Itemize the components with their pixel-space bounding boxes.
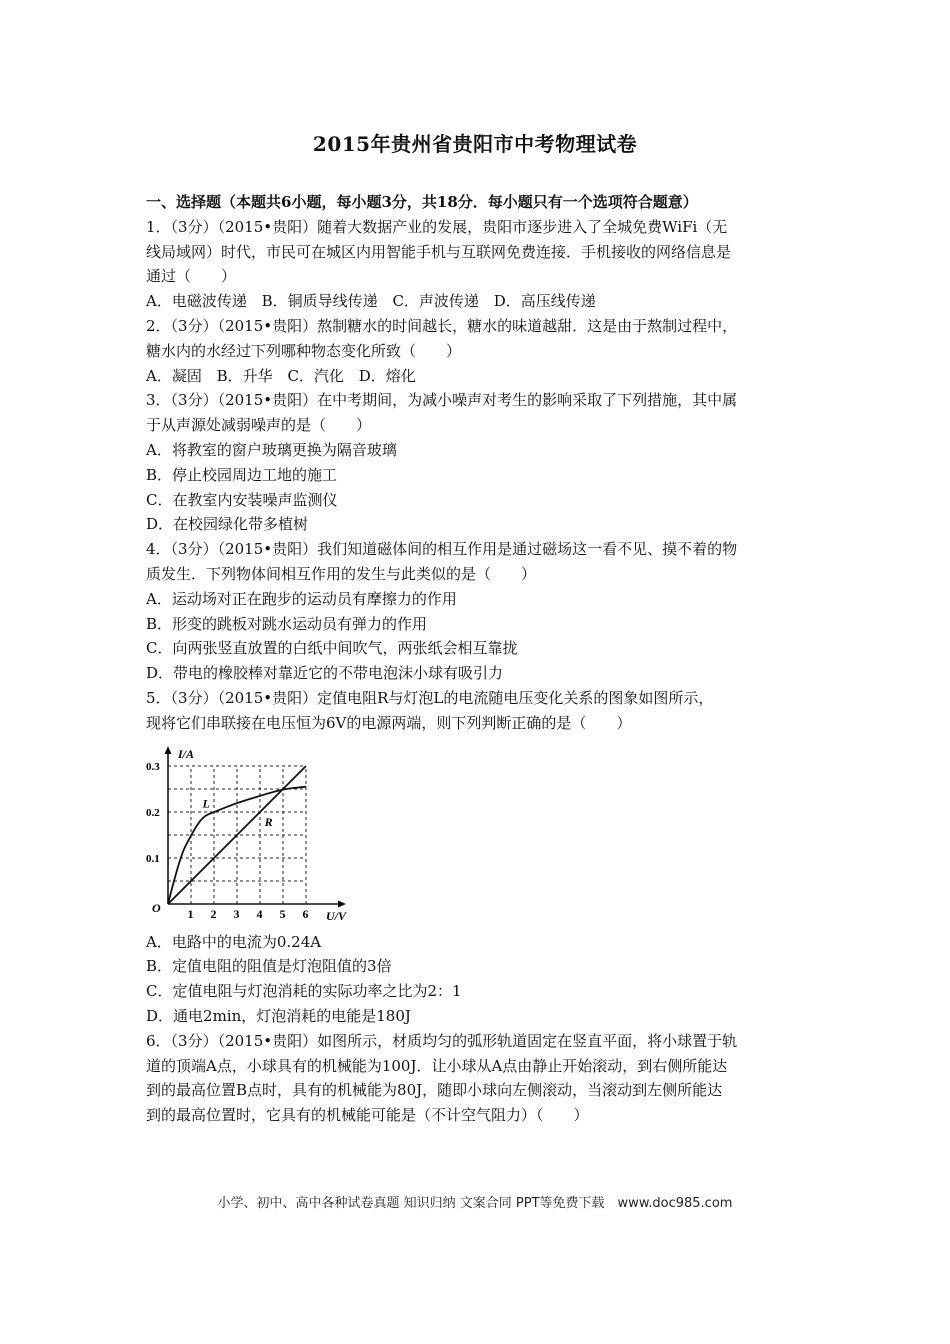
option-d: D．熔化: [358, 366, 416, 385]
option-d: D．通电2min，灯泡消耗的电能是180J: [146, 1006, 411, 1025]
question-text: 道的顶端A点，小球具有的机械能为100J．让小球从A点由静止开始滚动，到右侧所能达: [146, 1056, 728, 1075]
y-axis-arrow: [165, 746, 172, 754]
question-5: [146, 686, 816, 1029]
option-c: C．声波传递: [392, 292, 479, 311]
y-tick-label: 0.3: [146, 760, 160, 773]
x-tick-label: 5: [279, 906, 286, 921]
option-b: B．升华: [216, 366, 273, 385]
option-c: C．在教室内安装噪声监测仪: [146, 490, 338, 509]
x-tick-label: 6: [302, 906, 309, 921]
question-text: 糖水内的水经过下列哪种物态变化所致（ ）: [146, 341, 462, 360]
y-axis-label: I/A: [178, 746, 195, 761]
option-c: C．定值电阻与灯泡消耗的实际功率之比为2：1: [146, 982, 462, 1001]
question-3: [146, 388, 816, 537]
question-2: [146, 314, 816, 388]
question-text: 3．（3分）（2015•贵阳）在中考期间，为减小噪声对考生的影响采取了下列措施，其中属: [146, 391, 738, 410]
series-l-line: [168, 786, 306, 903]
question-text: 质发生．下列物体间相互作用的发生与此类似的是（ ）: [146, 564, 537, 583]
y-tick-label: 0.2: [146, 806, 160, 819]
option-b: B．定值电阻的阻值是灯泡阻值的3倍: [146, 957, 392, 976]
option-d: D．在校园绿化带多植树: [146, 515, 309, 534]
question-text: 现将它们串联接在电压恒为6V的电源两端，则下列判断正确的是（ ）: [146, 713, 632, 732]
exam-content: [146, 190, 816, 1128]
option-a: A．凝固: [146, 366, 202, 385]
option-c: C．汽化: [287, 366, 344, 385]
question-text: 1．（3分）（2015•贵阳）随着大数据产业的发展，贵阳市逐步进入了全城免费WiFi（无: [146, 217, 728, 236]
question-text: 通过（ ）: [146, 267, 237, 286]
question-text: 到的最高位置B点时，具有的机械能为80J，随即小球向左侧滚动，当滚动到左侧所能达: [146, 1081, 723, 1100]
question-4: [146, 537, 816, 686]
option-b: B．停止校园周边工地的施工: [146, 465, 338, 484]
options-row: [146, 289, 816, 314]
option-b: B．形变的跳板对跳水运动员有弹力的作用: [146, 614, 428, 633]
option-b: B．铜质导线传递: [261, 292, 378, 311]
option-a: A．将教室的窗户玻璃更换为隔音玻璃: [146, 440, 397, 459]
question-text: 2．（3分）（2015•贵阳）熬制糖水的时间越长，糖水的味道越甜．这是由于熬制过程中，: [146, 316, 738, 335]
question-text: 于从声源处减弱噪声的是（ ）: [146, 416, 372, 435]
x-tick-label: 2: [210, 906, 217, 921]
options-row: [146, 364, 816, 389]
question-text: 到的最高位置时，它具有的机械能可能是（不计空气阻力）（ ）: [146, 1106, 589, 1125]
footer-text: 小学、初中、高中各种试卷真题 知识归纳 文案合同 PPT等免费下载 www.doc985.com: [217, 1196, 733, 1211]
y-tick-label: 0.1: [146, 852, 160, 865]
x-tick-label: 4: [256, 906, 263, 921]
question-1: [146, 215, 816, 314]
option-a: A．电路中的电流为0.24A: [146, 932, 322, 951]
section-heading: 一、选择题（本题共6小题，每小题3分，共18分．每小题只有一个选项符合题意）: [146, 193, 698, 211]
page-title: 2015年贵州省贵阳市中考物理试卷: [312, 132, 638, 156]
question-text: 4．（3分）（2015•贵阳）我们知道磁体间的相互作用是通过磁场这一看不见、摸不着的物: [146, 540, 738, 559]
x-axis-label: U/V: [326, 908, 347, 923]
option-d: D．带电的橡胶棒对靠近它的不带电泡沫小球有吸引力: [146, 664, 504, 683]
series-l-label: L: [202, 795, 210, 810]
option-c: C．向两张竖直放置的白纸中间吹气，两张纸会相互靠拢: [146, 639, 518, 658]
x-axis-arrow: [338, 900, 346, 907]
option-d: D．高压线传递: [493, 292, 596, 311]
series-r-label: R: [264, 814, 273, 829]
option-a: A．运动场对正在跑步的运动员有摩擦力的作用: [146, 589, 457, 608]
origin-label: O: [152, 900, 161, 915]
question-text: 线局域网）时代，市民可在城区内用智能手机与互联网免费连接．手机接收的网络信息是: [146, 242, 732, 261]
iu-graph: [146, 744, 356, 924]
question-text: 6．（3分）（2015•贵阳）如图所示，材质均匀的弧形轨道固定在竖直平面，将小球置于轨: [146, 1031, 738, 1050]
question-6: [146, 1029, 816, 1128]
question-text: 5．（3分）（2015•贵阳）定值电阻R与灯泡L的电流随电压变化关系的图象如图所示，: [146, 688, 714, 707]
x-tick-label: 3: [233, 906, 240, 921]
option-a: A．电磁波传递: [146, 292, 247, 311]
x-tick-label: 1: [187, 906, 194, 921]
